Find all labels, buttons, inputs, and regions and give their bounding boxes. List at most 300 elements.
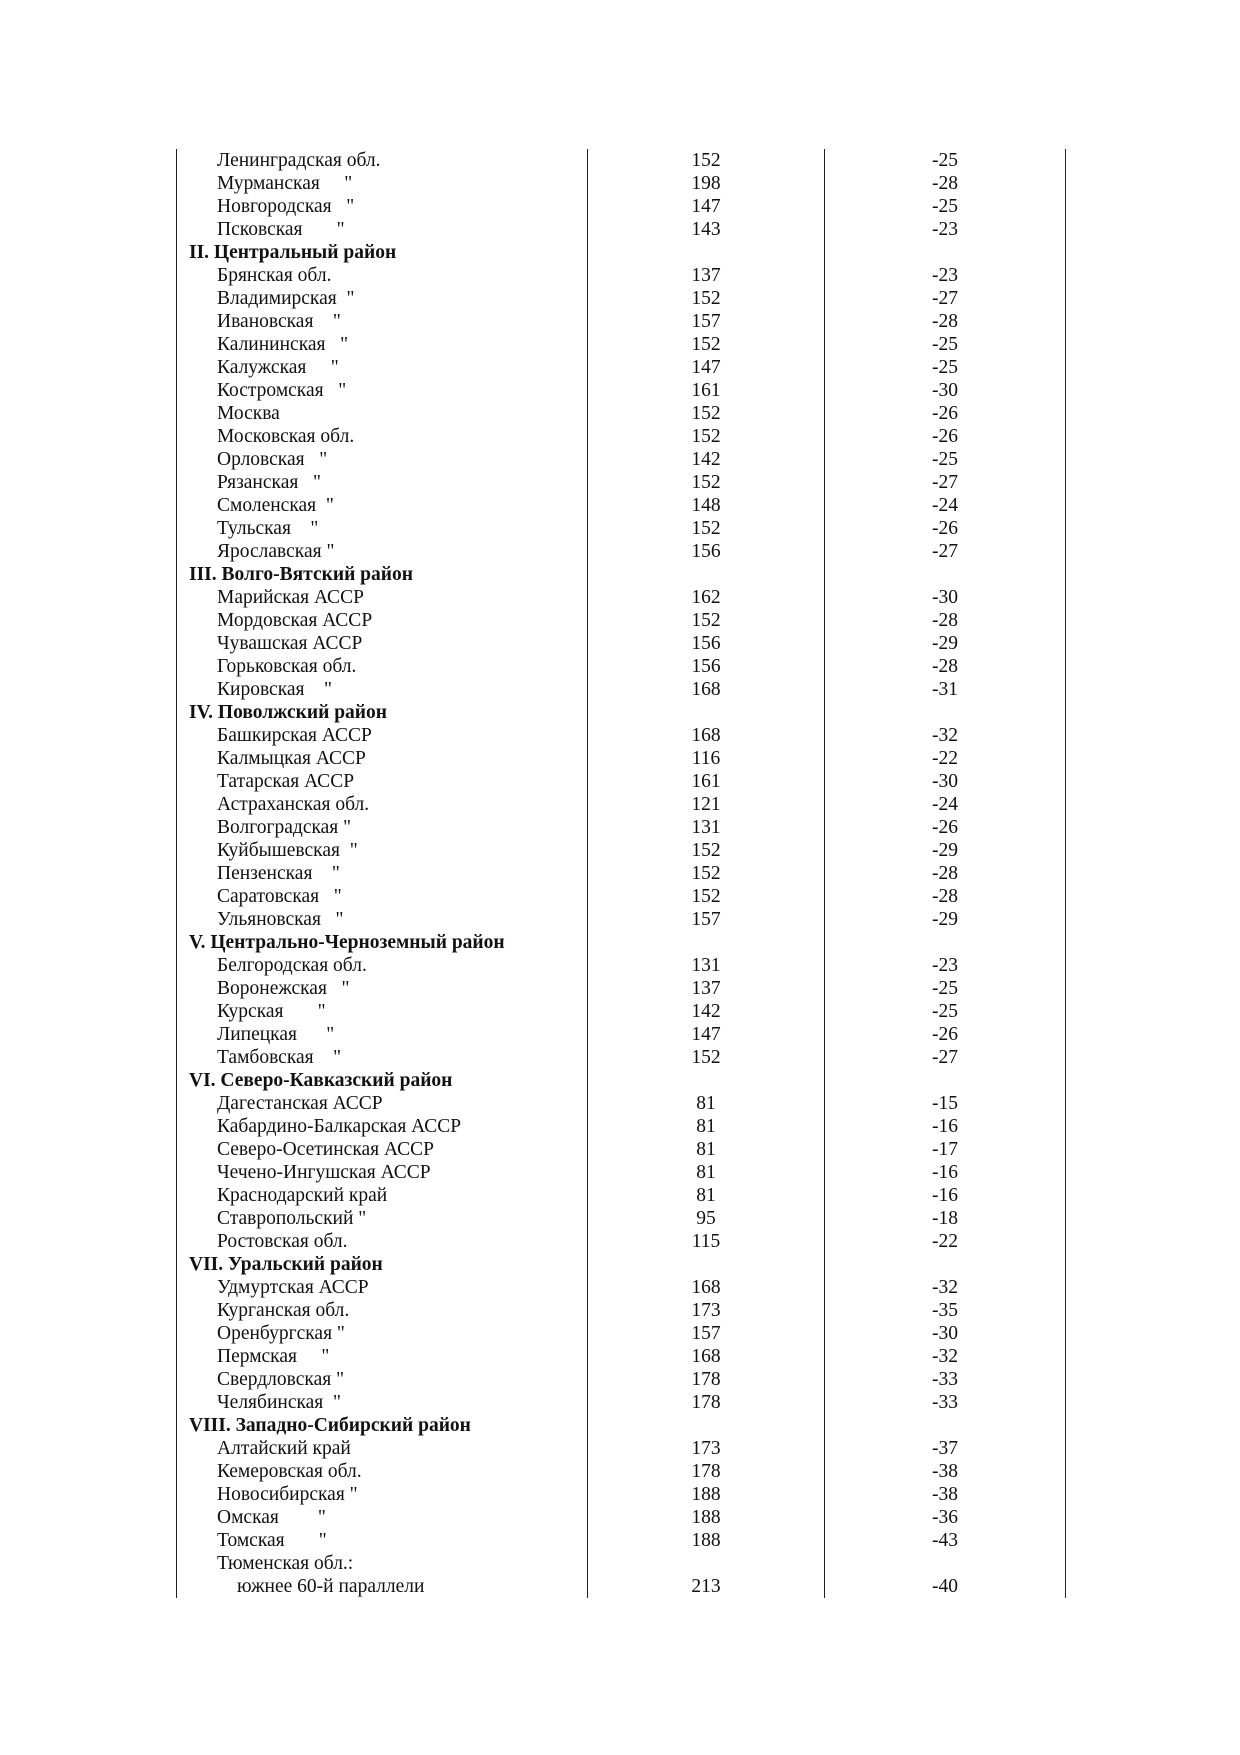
area-name: Чувашская АССР (217, 633, 363, 654)
value-2-cell: -25 (825, 149, 1066, 172)
region-header-row (177, 701, 1066, 724)
area-name: Пермская " (217, 1346, 330, 1367)
value-2-cell (825, 931, 1066, 954)
area-name: Новосибирская " (217, 1484, 358, 1505)
table-row (177, 1391, 1066, 1414)
name-cell (177, 540, 588, 563)
table-row (177, 747, 1066, 770)
value-1-cell: 156 (588, 540, 825, 563)
area-name: Саратовская " (217, 886, 342, 907)
area-name: Татарская АССР (217, 771, 355, 792)
value-1-cell: 188 (588, 1529, 825, 1552)
region-title: II. Центральный район (189, 242, 397, 263)
area-name: Курская " (217, 1001, 326, 1022)
name-cell (177, 1552, 588, 1575)
value-1-cell: 131 (588, 816, 825, 839)
name-cell (177, 356, 588, 379)
table-row (177, 839, 1066, 862)
area-name: Тульская " (217, 518, 319, 539)
value-2-cell: -24 (825, 793, 1066, 816)
value-1-cell: 162 (588, 586, 825, 609)
table-row (177, 1483, 1066, 1506)
value-1-cell: 198 (588, 172, 825, 195)
area-name: южнее 60-й параллели (237, 1576, 425, 1597)
table-row (177, 1506, 1066, 1529)
region-title: VII. Уральский район (189, 1254, 383, 1275)
area-name: Челябинская " (217, 1392, 341, 1413)
region-header-row (177, 241, 1066, 264)
value-2-cell (825, 241, 1066, 264)
table-row (177, 1437, 1066, 1460)
value-1-cell: 161 (588, 770, 825, 793)
value-2-cell: -16 (825, 1161, 1066, 1184)
area-name: Горьковская обл. (217, 656, 357, 677)
name-cell (177, 816, 588, 839)
value-1-cell: 147 (588, 356, 825, 379)
name-cell (177, 1322, 588, 1345)
name-cell (177, 1115, 588, 1138)
value-1-cell (588, 1253, 825, 1276)
table-body (177, 149, 1066, 1598)
value-2-cell: -23 (825, 954, 1066, 977)
value-1-cell: 152 (588, 471, 825, 494)
value-2-cell: -23 (825, 218, 1066, 241)
value-2-cell (825, 563, 1066, 586)
table-row (177, 678, 1066, 701)
table-row (177, 218, 1066, 241)
name-cell (177, 425, 588, 448)
table-row (177, 1529, 1066, 1552)
table-row (177, 1161, 1066, 1184)
table-row (177, 1322, 1066, 1345)
region-title: III. Волго-Вятский район (189, 564, 413, 585)
name-cell (177, 494, 588, 517)
value-1-cell (588, 1414, 825, 1437)
area-name: Ульяновская " (217, 909, 344, 930)
value-2-cell: -37 (825, 1437, 1066, 1460)
area-name: Тамбовская " (217, 1047, 342, 1068)
name-cell (177, 632, 588, 655)
name-cell (177, 586, 588, 609)
value-2-cell: -28 (825, 655, 1066, 678)
value-1-cell: 188 (588, 1506, 825, 1529)
area-name: Краснодарский край (217, 1185, 388, 1206)
area-name: Калужская " (217, 357, 339, 378)
value-2-cell: -36 (825, 1506, 1066, 1529)
name-cell (177, 172, 588, 195)
value-1-cell: 148 (588, 494, 825, 517)
value-2-cell: -25 (825, 356, 1066, 379)
value-2-cell: -30 (825, 379, 1066, 402)
value-1-cell (588, 241, 825, 264)
value-2-cell: -38 (825, 1460, 1066, 1483)
value-1-cell (588, 931, 825, 954)
value-1-cell: 137 (588, 264, 825, 287)
area-name: Оренбургская " (217, 1323, 345, 1344)
table-row (177, 379, 1066, 402)
name-cell (177, 1391, 588, 1414)
table-row (177, 1184, 1066, 1207)
value-1-cell: 121 (588, 793, 825, 816)
name-cell (177, 1368, 588, 1391)
area-name: Кемеровская обл. (217, 1461, 362, 1482)
value-2-cell: -27 (825, 540, 1066, 563)
area-name: Московская обл. (217, 426, 355, 447)
value-2-cell: -32 (825, 1276, 1066, 1299)
name-cell (177, 793, 588, 816)
value-2-cell: -35 (825, 1299, 1066, 1322)
value-1-cell: 81 (588, 1115, 825, 1138)
table-row (177, 1230, 1066, 1253)
region-title: VIII. Западно-Сибирский район (189, 1415, 471, 1436)
area-name: Мурманская " (217, 173, 353, 194)
value-2-cell: -33 (825, 1391, 1066, 1414)
area-name: Куйбышевская " (217, 840, 358, 861)
value-2-cell: -27 (825, 471, 1066, 494)
name-cell (177, 1184, 588, 1207)
name-cell (177, 563, 588, 586)
name-cell (177, 747, 588, 770)
table-row (177, 770, 1066, 793)
name-cell (177, 1575, 588, 1598)
name-cell (177, 287, 588, 310)
table-row (177, 1460, 1066, 1483)
value-1-cell: 156 (588, 632, 825, 655)
area-name: Рязанская " (217, 472, 321, 493)
name-cell (177, 1092, 588, 1115)
name-cell (177, 1529, 588, 1552)
area-name: Алтайский край (217, 1438, 351, 1459)
value-1-cell: 178 (588, 1368, 825, 1391)
area-name: Костромская " (217, 380, 347, 401)
area-name: Ленинградская обл. (217, 150, 381, 171)
name-cell (177, 1207, 588, 1230)
value-2-cell: -18 (825, 1207, 1066, 1230)
table-row (177, 517, 1066, 540)
area-name: Астраханская обл. (217, 794, 370, 815)
value-2-cell: -16 (825, 1115, 1066, 1138)
name-cell (177, 1046, 588, 1069)
table-row (177, 471, 1066, 494)
name-cell (177, 1506, 588, 1529)
area-name: Смоленская " (217, 495, 334, 516)
value-2-cell: -30 (825, 1322, 1066, 1345)
table-row (177, 1575, 1066, 1598)
value-1-cell: 213 (588, 1575, 825, 1598)
value-2-cell: -25 (825, 333, 1066, 356)
name-cell (177, 264, 588, 287)
area-name: Курганская обл. (217, 1300, 350, 1321)
table-row (177, 885, 1066, 908)
name-cell (177, 310, 588, 333)
value-2-cell: -28 (825, 310, 1066, 333)
region-header-row (177, 1253, 1066, 1276)
region-header-row (177, 563, 1066, 586)
value-1-cell: 168 (588, 724, 825, 747)
table-row (177, 793, 1066, 816)
table-row (177, 149, 1066, 172)
name-cell (177, 655, 588, 678)
table-row (177, 356, 1066, 379)
name-cell (177, 931, 588, 954)
value-1-cell: 173 (588, 1299, 825, 1322)
region-header-row (177, 1414, 1066, 1437)
value-1-cell: 152 (588, 517, 825, 540)
value-1-cell: 157 (588, 310, 825, 333)
value-2-cell: -30 (825, 586, 1066, 609)
value-2-cell: -22 (825, 1230, 1066, 1253)
value-1-cell: 131 (588, 954, 825, 977)
area-name: Волгоградская " (217, 817, 352, 838)
value-2-cell: -28 (825, 172, 1066, 195)
name-cell (177, 1023, 588, 1046)
area-name: Москва (217, 403, 280, 424)
table-row (177, 310, 1066, 333)
value-2-cell (825, 1552, 1066, 1575)
table-row (177, 1023, 1066, 1046)
value-2-cell: -29 (825, 908, 1066, 931)
value-1-cell: 168 (588, 678, 825, 701)
climate-data-table (176, 149, 1066, 1598)
name-cell (177, 448, 588, 471)
table-row (177, 816, 1066, 839)
value-1-cell: 152 (588, 885, 825, 908)
value-1-cell: 152 (588, 1046, 825, 1069)
region-header-row (177, 1069, 1066, 1092)
value-1-cell: 152 (588, 149, 825, 172)
area-name: Омская " (217, 1507, 326, 1528)
value-2-cell: -31 (825, 678, 1066, 701)
table-row (177, 448, 1066, 471)
table-row (177, 333, 1066, 356)
area-name: Удмуртская АССР (217, 1277, 369, 1298)
value-1-cell: 168 (588, 1345, 825, 1368)
table-row (177, 1345, 1066, 1368)
value-1-cell: 157 (588, 1322, 825, 1345)
value-1-cell: 147 (588, 195, 825, 218)
value-2-cell: -30 (825, 770, 1066, 793)
area-name: Чечено-Ингушская АССР (217, 1162, 431, 1183)
name-cell (177, 1161, 588, 1184)
name-cell (177, 1069, 588, 1092)
table-row (177, 540, 1066, 563)
value-2-cell (825, 1253, 1066, 1276)
name-cell (177, 885, 588, 908)
value-1-cell (588, 563, 825, 586)
table-row (177, 609, 1066, 632)
area-name: Ростовская обл. (217, 1231, 348, 1252)
value-1-cell: 81 (588, 1184, 825, 1207)
value-1-cell: 152 (588, 402, 825, 425)
value-2-cell: -32 (825, 1345, 1066, 1368)
value-2-cell: -43 (825, 1529, 1066, 1552)
table-row (177, 1092, 1066, 1115)
table-row (177, 862, 1066, 885)
value-2-cell: -29 (825, 632, 1066, 655)
value-1-cell: 81 (588, 1138, 825, 1161)
value-1-cell (588, 1552, 825, 1575)
table-row (177, 1552, 1066, 1575)
area-name: Калмыцкая АССР (217, 748, 366, 769)
table-row (177, 1299, 1066, 1322)
value-2-cell (825, 1069, 1066, 1092)
value-1-cell: 116 (588, 747, 825, 770)
table-row (177, 172, 1066, 195)
area-name: Кировская " (217, 679, 332, 700)
name-cell (177, 1230, 588, 1253)
value-2-cell: -26 (825, 425, 1066, 448)
table-row (177, 1207, 1066, 1230)
value-1-cell: 152 (588, 333, 825, 356)
table-row (177, 908, 1066, 931)
value-2-cell: -40 (825, 1575, 1066, 1598)
value-1-cell: 143 (588, 218, 825, 241)
name-cell (177, 839, 588, 862)
name-cell (177, 149, 588, 172)
value-1-cell: 188 (588, 1483, 825, 1506)
area-name: Северо-Осетинская АССР (217, 1139, 434, 1160)
value-2-cell: -26 (825, 517, 1066, 540)
region-title: V. Центрально-Черноземный район (189, 932, 505, 953)
table-row (177, 425, 1066, 448)
area-name: Липецкая " (217, 1024, 335, 1045)
area-name: Пензенская " (217, 863, 340, 884)
name-cell (177, 977, 588, 1000)
name-cell (177, 379, 588, 402)
value-1-cell: 115 (588, 1230, 825, 1253)
value-1-cell: 152 (588, 839, 825, 862)
table-row (177, 954, 1066, 977)
area-name: Марийская АССР (217, 587, 364, 608)
name-cell (177, 218, 588, 241)
table-row (177, 1046, 1066, 1069)
table-row (177, 632, 1066, 655)
name-cell (177, 402, 588, 425)
value-2-cell: -26 (825, 1023, 1066, 1046)
area-name: Тюменская обл.: (217, 1553, 354, 1574)
value-1-cell: 152 (588, 425, 825, 448)
table-row (177, 724, 1066, 747)
name-cell (177, 770, 588, 793)
value-1-cell: 147 (588, 1023, 825, 1046)
area-name: Томская " (217, 1530, 327, 1551)
name-cell (177, 1000, 588, 1023)
region-title: VI. Северо-Кавказский район (189, 1070, 453, 1091)
area-name: Дагестанская АССР (217, 1093, 383, 1114)
area-name: Орловская " (217, 449, 328, 470)
name-cell (177, 1299, 588, 1322)
region-title: IV. Поволжский район (189, 702, 388, 723)
name-cell (177, 1460, 588, 1483)
name-cell (177, 701, 588, 724)
name-cell (177, 195, 588, 218)
area-name: Свердловская " (217, 1369, 345, 1390)
name-cell (177, 241, 588, 264)
value-2-cell: -25 (825, 1000, 1066, 1023)
value-2-cell: -15 (825, 1092, 1066, 1115)
table-row (177, 1000, 1066, 1023)
value-2-cell: -25 (825, 977, 1066, 1000)
value-2-cell: -25 (825, 448, 1066, 471)
area-name: Кабардино-Балкарская АССР (217, 1116, 462, 1137)
value-2-cell: -38 (825, 1483, 1066, 1506)
area-name: Мордовская АССР (217, 610, 373, 631)
area-name: Брянская обл. (217, 265, 332, 286)
name-cell (177, 1483, 588, 1506)
area-name: Калининская " (217, 334, 349, 355)
table-row (177, 586, 1066, 609)
name-cell (177, 1276, 588, 1299)
table-row (177, 195, 1066, 218)
table-row (177, 977, 1066, 1000)
value-2-cell: -26 (825, 402, 1066, 425)
value-2-cell: -29 (825, 839, 1066, 862)
value-1-cell: 142 (588, 1000, 825, 1023)
value-2-cell: -25 (825, 195, 1066, 218)
name-cell (177, 471, 588, 494)
value-2-cell: -23 (825, 264, 1066, 287)
table-row (177, 1138, 1066, 1161)
value-1-cell: 152 (588, 609, 825, 632)
value-1-cell: 178 (588, 1460, 825, 1483)
name-cell (177, 609, 588, 632)
table-row (177, 287, 1066, 310)
value-2-cell: -33 (825, 1368, 1066, 1391)
area-name: Владимирская " (217, 288, 355, 309)
area-name: Ярославская " (217, 541, 335, 562)
value-1-cell: 95 (588, 1207, 825, 1230)
value-2-cell: -16 (825, 1184, 1066, 1207)
name-cell (177, 1437, 588, 1460)
value-1-cell: 157 (588, 908, 825, 931)
value-1-cell (588, 701, 825, 724)
value-2-cell: -28 (825, 862, 1066, 885)
value-1-cell (588, 1069, 825, 1092)
name-cell (177, 678, 588, 701)
area-name: Воронежская " (217, 978, 350, 999)
table-row (177, 264, 1066, 287)
name-cell (177, 333, 588, 356)
value-1-cell: 142 (588, 448, 825, 471)
table-row (177, 1115, 1066, 1138)
area-name: Псковская " (217, 219, 345, 240)
region-header-row (177, 931, 1066, 954)
value-2-cell: -27 (825, 1046, 1066, 1069)
table-row (177, 655, 1066, 678)
table-row (177, 494, 1066, 517)
value-1-cell: 152 (588, 287, 825, 310)
value-2-cell: -27 (825, 287, 1066, 310)
name-cell (177, 908, 588, 931)
value-2-cell (825, 1414, 1066, 1437)
area-name: Ставропольский " (217, 1208, 367, 1229)
value-2-cell: -26 (825, 816, 1066, 839)
area-name: Новгородская " (217, 196, 355, 217)
table-row (177, 402, 1066, 425)
name-cell (177, 1138, 588, 1161)
value-1-cell: 178 (588, 1391, 825, 1414)
name-cell (177, 954, 588, 977)
name-cell (177, 1345, 588, 1368)
table-row (177, 1276, 1066, 1299)
value-2-cell: -32 (825, 724, 1066, 747)
value-1-cell: 173 (588, 1437, 825, 1460)
name-cell (177, 1253, 588, 1276)
name-cell (177, 724, 588, 747)
area-name: Башкирская АССР (217, 725, 372, 746)
value-1-cell: 81 (588, 1161, 825, 1184)
value-1-cell: 161 (588, 379, 825, 402)
